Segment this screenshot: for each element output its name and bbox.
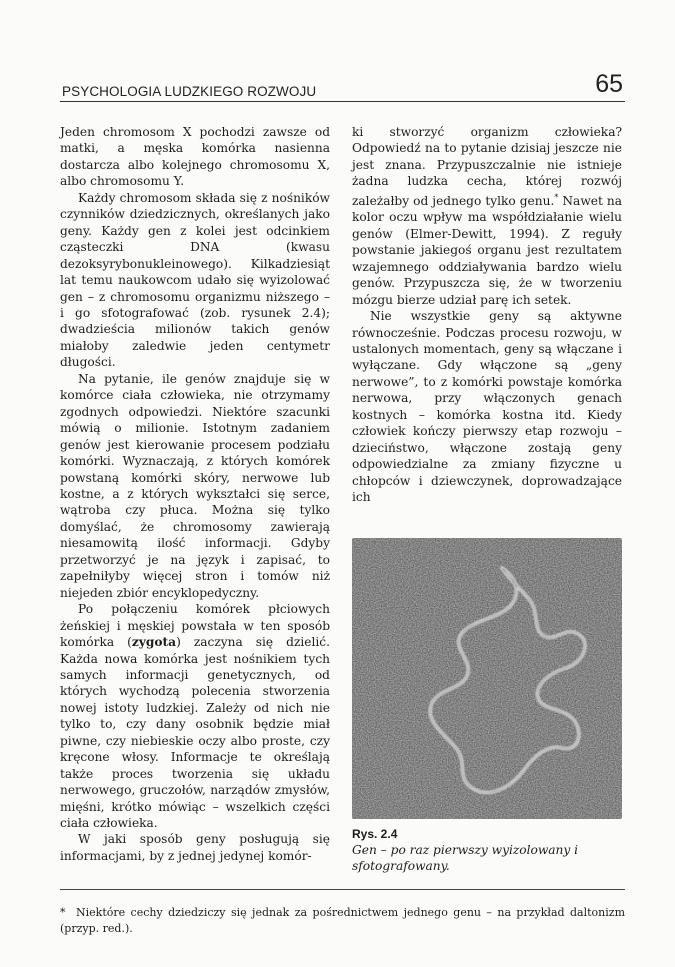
figure-caption (352, 826, 624, 874)
paragraph: Każdy chromosom składa się z nośników czynników dziedzicznych, określanych jako geny. Każdy gen z kolei jest odcinkiem cząsteczki DNA (kwasu dezoksyrybonukleinowego). Kilkadziesiąt lat temu naukowcom udało się wyizolować gen – z chromosomu organizmu niższego – i go sfotografować (zob. rysunek 2.4); dwadzieścia milionów takich genów miałoby zaledwie jeden centymetr długości. (60, 190, 330, 370)
footnote (60, 905, 625, 937)
bold-term: zygota (131, 635, 177, 650)
left-column (60, 124, 330, 864)
text-run: ki stworzyć organizm człowieka? Odpowiedź na to pytanie dzisiaj jeszcze nie jest znana. Przypuszczalnie nie istnieje żadna ludzka cecha, której rozwój zależałby od jednego tylko genu. (352, 125, 622, 208)
figure-caption-text: Gen – po raz pierwszy wyizolowany i sfotografowany. (352, 843, 579, 873)
footnote-text: Niektóre cechy dziedziczy się jednak za pośrednictwem jednego genu – na przykład daltonizm (przyp. red.). (60, 906, 625, 935)
footnote-reference: * (554, 192, 559, 202)
paragraph-zygote (60, 601, 330, 831)
page-number: 65 (595, 70, 623, 98)
header-rule (60, 101, 625, 102)
footnote-rule (60, 889, 625, 890)
paragraph: Jeden chromosom X pochodzi zawsze od matki, a męska komórka nasienna dostarcza albo kolejnego chromosomu X, albo chromosomu Y. (60, 125, 330, 189)
gene-micrograph-figure (352, 538, 622, 819)
figure-label: Rys. 2.4 (352, 827, 398, 841)
right-column (352, 124, 622, 505)
paragraph: Nie wszystkie geny są aktywne równocześnie. Podczas procesu rozwoju, w ustalonych momentach, geny są włączane i wyłączane. Gdy włączone są „geny nerwowe”, to z komórki powstaje komórka nerwowa, przy włączonych genach kostnych – komórka kostna itd. Kiedy człowiek kończy pierwszy etap rozwoju – dzieciństwo, włączone zostają geny odpowiedzialne za zmiany fizyczne u chłopców i dziewczynek, doprowadzające ich (352, 309, 622, 505)
paragraph (352, 124, 622, 308)
text-run: ) zaczyna się dzielić. Każda nowa komórka jest nośnikiem tych samych informacji genetycznych, od których wychodzą polecenia stworzenia nowej istoty ludzkiej. Zależy od nich nie tylko to, czy dany osobnik będzie miał piwne, czy niebieskie oczy albo proste, czy kręcone włosy. Informacje te określają także proces tworzenia się układu nerwowego, gruczołów, narządów zmysłów, mięśni, krótko mówiąc – wszelkich części ciała człowieka. (60, 635, 330, 831)
text-run: Nawet na kolor oczu wpływ ma współdziałanie wielu genów (Elmer-Dewitt, 1994). Z reguły powstanie jakiegoś organu jest rezultatem wzajemnego oddziaływania bardzo wielu genów. Przypuszcza się, że w tworzeniu mózgu bierze udział parę ich setek. (352, 193, 622, 307)
text-run: Po połączeniu komórek płciowych żeńskiej i męskiej powstała w ten sposób komórka ( (60, 602, 330, 650)
paragraph: Na pytanie, ile genów znajduje się w komórce ciała człowieka, nie otrzymamy zgodnych odpowiedzi. Niektóre szacunki mówią o milionie. Istotnym zadaniem genów jest kierowanie procesem podziału komórki. Wyznaczają, z których komórek powstaną komórki skóry, nerwowe lub kostne, a z których wykształci się serce, wątroba czy płuca. Można się tylko domyślać, że chromosomy zawierają niesamowitą ilość informacji. Gdyby przetworzyć je na język i zapisać, to zapełniłyby więcej stron i tomów niż niejeden zbiór encyklopedyczny. (60, 371, 330, 600)
paragraph: W jaki sposób geny posługują się informacjami, by z jednej jedynej komór- (60, 832, 330, 863)
gene-micrograph-image (352, 538, 622, 819)
micrograph-grain (352, 538, 622, 819)
running-title: PSYCHOLOGIA LUDZKIEGO ROZWOJU (62, 84, 317, 99)
footnote-marker: * (60, 906, 66, 919)
